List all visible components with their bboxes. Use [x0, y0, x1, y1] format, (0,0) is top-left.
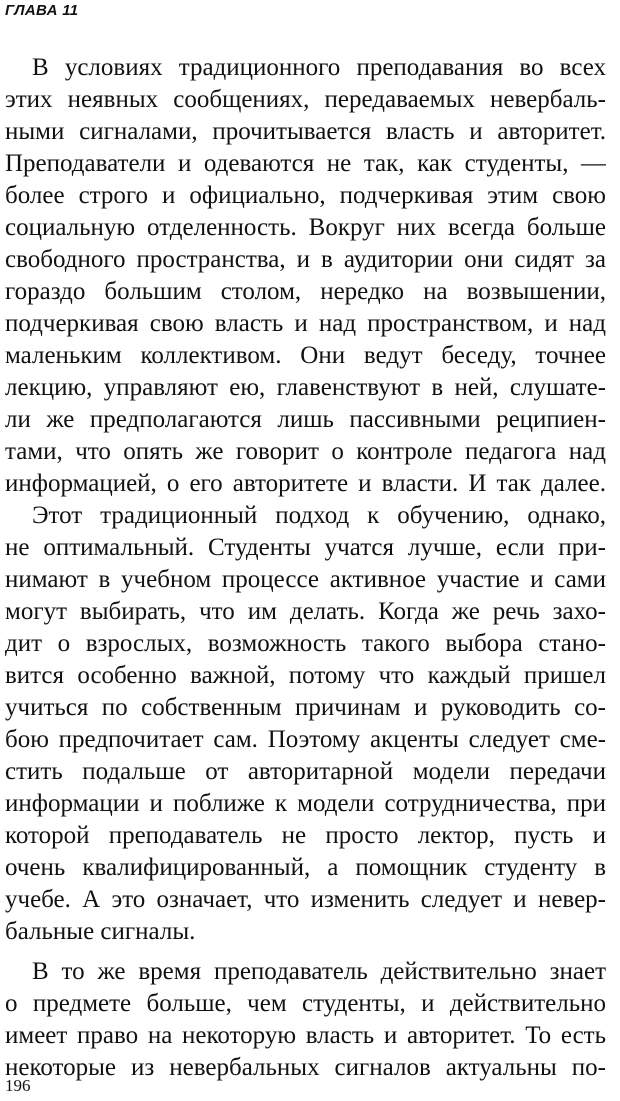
text-line: В то же время преподаватель действительно знает	[32, 958, 606, 985]
text-line: этих неявных сообщениях, передаваемых невербаль-	[5, 86, 606, 113]
text-line: о предмете больше, чем студенты, и действительно	[5, 990, 606, 1017]
text-line: вится особенно важной, потому что каждый пришел	[5, 662, 606, 689]
text-line: лекцию, управляют ею, главенствуют в ней, слушате-	[5, 374, 606, 401]
text-line: имеет право на некоторую власть и авторитет. То есть	[5, 1022, 606, 1049]
text-line: учиться по собственным причинам и руководить со-	[5, 694, 606, 721]
page-number: 196	[5, 1076, 31, 1095]
text-line: нимают в учебном процессе активное участие и сами	[5, 566, 606, 593]
text-line: бальные сигналы.	[5, 918, 196, 945]
text-line: более строго и официально, подчеркивая этим свою	[5, 182, 606, 209]
text-line: В условиях традиционного преподавания во всех	[32, 54, 606, 81]
text-line: бою предпочитает сам. Поэтому акценты следует сме-	[5, 726, 606, 753]
text-line: могут выбирать, что им делать. Когда же речь захо-	[5, 598, 606, 625]
text-line: которой преподаватель не просто лектор, пусть и	[5, 822, 606, 849]
text-line: маленьким коллективом. Они ведут беседу, точнее	[5, 342, 606, 369]
text-line: гораздо большим столом, нередко на возвышении,	[5, 278, 606, 305]
text-line: Этот традиционный подход к обучению, однако,	[32, 502, 606, 529]
body-text	[5, 52, 606, 1084]
text-line: социальную отделенность. Вокруг них всегда больше	[5, 214, 606, 241]
running-head: ГЛАВА 11	[5, 2, 79, 19]
text-line: не оптимальный. Студенты учатся лучше, если при-	[5, 534, 606, 561]
text-line: учебе. А это означает, что изменить следует и невер-	[5, 886, 606, 913]
text-line: стить подальше от авторитарной модели передачи	[5, 758, 606, 785]
text-line: свободного пространства, и в аудитории они сидят за	[5, 246, 606, 273]
text-line: Преподаватели и одеваются не так, как студенты, —	[5, 150, 606, 177]
text-line: очень квалифицированный, а помощник студенту в	[5, 854, 606, 881]
paragraph-2	[5, 500, 606, 948]
text-line: некоторые из невербальных сигналов актуальны по-	[5, 1054, 606, 1081]
text-line: подчеркивая свою власть и над пространством, и над	[5, 310, 606, 337]
paragraph-1	[5, 52, 606, 500]
text-line: дит о взрослых, возможность такого выбора стано-	[5, 630, 606, 657]
text-line: ли же предполагаются лишь пассивными реципиен-	[5, 406, 606, 433]
text-line: информацией, о его авторитете и власти. И так далее.	[5, 470, 606, 497]
text-line: информации и поближе к модели сотрудничества, при	[5, 790, 606, 817]
text-line: тами, что опять же говорит о контроле педагога над	[5, 438, 606, 465]
paragraph-3	[5, 956, 606, 1084]
text-line: ными сигналами, прочитывается власть и авторитет.	[5, 118, 606, 145]
